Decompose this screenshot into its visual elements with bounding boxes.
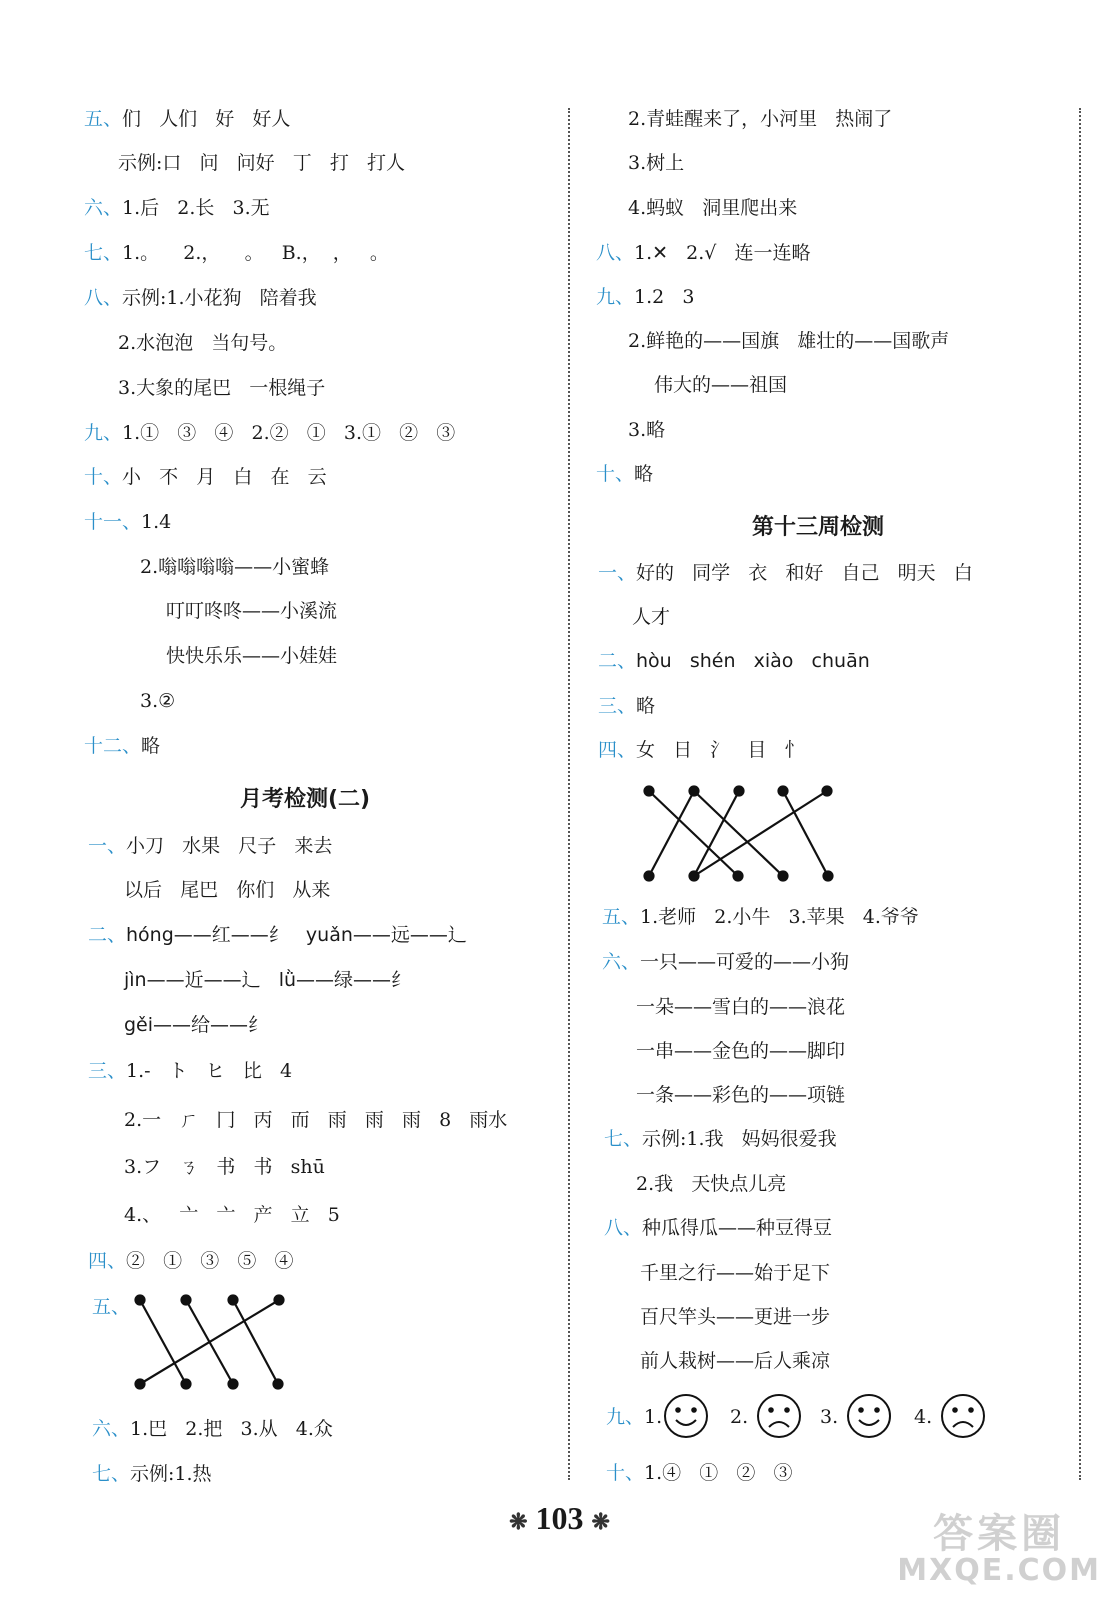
answer-line <box>604 1126 837 1152</box>
answer-line <box>632 604 670 630</box>
answer-text: ② ① ③ ⑤ ④ <box>126 1250 294 1272</box>
answer-text: 2.我 天快点儿亮 <box>636 1173 787 1195</box>
answer-line <box>166 643 337 669</box>
answer-line <box>92 1294 130 1320</box>
answer-line <box>84 464 327 490</box>
answer-text: 1.巴 2.把 3.从 4.众 <box>130 1418 333 1440</box>
answer-line <box>84 733 160 759</box>
answer-line <box>640 1304 830 1330</box>
answer-text: 快快乐乐——小娃娃 <box>166 645 338 667</box>
answer-text: 叮叮咚咚——小溪流 <box>166 600 338 622</box>
answer-line <box>606 1460 793 1486</box>
item-number: 七、 <box>84 242 123 264</box>
frown-icon <box>942 1395 984 1437</box>
answer-text: 1.。 2.， 。 B.， ， 。 <box>122 242 389 264</box>
answer-line <box>598 648 870 674</box>
answer-line <box>84 106 290 132</box>
item-number: 四、 <box>598 739 637 761</box>
answer-text: 1.4 <box>141 511 172 533</box>
item-number: 一、 <box>88 835 127 857</box>
answer-line <box>730 1404 748 1430</box>
item-number: 九、 <box>606 1406 645 1428</box>
watermark <box>897 1510 1101 1588</box>
answer-text: 2.嗡嗡嗡嗡——小蜜蜂 <box>140 556 330 578</box>
answer-text: 示例:1.我 妈妈很爱我 <box>642 1128 837 1150</box>
section-heading: 第十三周检测 <box>752 515 885 540</box>
answer-text: 百尺竿头——更进一步 <box>640 1306 831 1328</box>
answer-line <box>598 737 804 763</box>
answer-line <box>636 994 845 1020</box>
answer-line <box>628 417 665 443</box>
answer-line <box>628 195 797 221</box>
column-divider-left <box>568 108 570 1480</box>
answer-text: 女 日 氵 目 忄 <box>636 739 804 761</box>
answer-line <box>118 330 287 356</box>
answer-line <box>602 904 919 930</box>
item-number: 九、 <box>84 422 123 444</box>
answer-line <box>88 833 332 859</box>
answer-text: 1.- ト ヒ 比 4 <box>126 1060 293 1082</box>
item-number: 六、 <box>84 197 123 219</box>
item-number: 五、 <box>84 108 123 130</box>
answer-line <box>92 1416 333 1442</box>
column-divider-right <box>1079 108 1081 1480</box>
answer-text: 1.后 2.长 3.无 <box>122 197 270 219</box>
answer-text: 一只——可爱的——小狗 <box>640 951 850 973</box>
answer-text: 以后 尾巴 你们 从来 <box>124 879 331 901</box>
item-number: 七、 <box>604 1128 643 1150</box>
answer-text: 略 <box>141 735 161 757</box>
answer-text: 略 <box>636 695 656 717</box>
answer-text: 3. <box>820 1406 839 1428</box>
answer-text: 2.一 ㄏ 冂 丙 而 雨 雨 雨 8 雨水 <box>124 1109 508 1131</box>
answer-text: hóng——红——纟 yuǎn——远——辶 <box>126 924 467 946</box>
section-heading: 月考检测(二) <box>240 787 371 812</box>
answer-line <box>606 1404 662 1430</box>
answer-line <box>140 554 329 580</box>
answer-line <box>84 285 317 311</box>
answer-line <box>640 1348 830 1374</box>
answer-text: 们 人们 好 好人 <box>122 108 291 130</box>
answer-line <box>654 372 787 398</box>
answer-text: 小 不 月 白 在 云 <box>122 466 327 488</box>
answer-line <box>596 461 653 487</box>
item-number: 六、 <box>92 1418 131 1440</box>
answer-text: 1.老师 2.小牛 3.苹果 4.爷爷 <box>640 906 919 928</box>
answer-text: 1.✕ 2.√ 连一连略 <box>634 242 811 264</box>
answer-line <box>84 240 389 266</box>
answer-text: 一条——彩色的——项链 <box>636 1084 846 1106</box>
bug-icon: ❋ <box>591 1508 610 1534</box>
answer-text: 3.树上 <box>628 152 685 174</box>
answer-line <box>636 1038 845 1064</box>
answer-line <box>124 877 330 903</box>
answer-line <box>598 693 655 719</box>
item-number: 十、 <box>84 466 123 488</box>
answer-text: 伟大的——祖国 <box>654 374 788 396</box>
answer-text: 2.水泡泡 当句号。 <box>118 332 288 354</box>
item-number: 九、 <box>596 286 635 308</box>
smile-icon <box>848 1395 890 1437</box>
answer-line <box>628 328 949 354</box>
answer-text: 4.、 亠 亠 产 立 5 <box>124 1204 340 1226</box>
answer-text: 2.青蛙醒来了，小河里 热闹了 <box>628 108 893 130</box>
answer-text: 4. <box>914 1406 933 1428</box>
answer-text: 3.大象的尾巴 一根绳子 <box>118 377 326 399</box>
answer-text: 2.鲜艳的——国旗 雄壮的——国歌声 <box>628 330 950 352</box>
answer-text: 1. <box>644 1406 663 1428</box>
answer-line <box>604 1215 832 1241</box>
item-number: 五、 <box>602 906 641 928</box>
bug-icon: ❋ <box>509 1508 528 1534</box>
smile-icon <box>665 1395 707 1437</box>
answer-text: hòu shén xiào chuān <box>636 650 870 672</box>
page-number-text: 103 <box>535 1500 584 1536</box>
answer-text: 小刀 水果 尺子 来去 <box>126 835 333 857</box>
answer-line <box>140 688 175 714</box>
answer-text: 1.④ ① ② ③ <box>644 1462 793 1484</box>
item-number: 七、 <box>92 1463 131 1485</box>
answer-text: 种瓜得瓜——种豆得豆 <box>642 1217 833 1239</box>
answer-line <box>118 375 325 401</box>
answer-text: 一朵——雪白的——浪花 <box>636 996 846 1018</box>
answer-text: 3.フ ㄋ 书 书 shū <box>124 1156 325 1178</box>
frown-icon <box>758 1395 800 1437</box>
answer-line <box>820 1404 838 1430</box>
item-number: 四、 <box>88 1250 127 1272</box>
item-number: 十、 <box>606 1462 645 1484</box>
item-number: 八、 <box>604 1217 643 1239</box>
watermark-title: 答案圈 <box>933 1510 1066 1557</box>
answer-line <box>596 284 694 310</box>
answer-text: 人才 <box>632 606 671 628</box>
answer-line <box>596 240 811 266</box>
answer-line <box>118 150 405 176</box>
answer-line <box>124 1012 267 1038</box>
answer-text: gěi——给——纟 <box>124 1014 268 1036</box>
item-number: 八、 <box>84 287 123 309</box>
answer-text: 1.2 3 <box>634 286 695 308</box>
item-number: 一、 <box>598 562 637 584</box>
answer-text: 1.① ③ ④ 2.② ① 3.① ② ③ <box>122 422 456 444</box>
answer-text: 示例:1.小花狗 陪着我 <box>122 287 317 309</box>
answer-text: 2. <box>730 1406 749 1428</box>
answer-line <box>640 1260 830 1286</box>
item-number: 八、 <box>596 242 635 264</box>
answer-line <box>84 509 171 535</box>
answer-line <box>88 922 467 948</box>
item-number: 三、 <box>88 1060 127 1082</box>
answer-line <box>636 1171 786 1197</box>
item-number: 十二、 <box>84 735 142 757</box>
answer-line <box>914 1404 932 1430</box>
answer-text: 4.蚂蚁 洞里爬出来 <box>628 197 798 219</box>
answer-line <box>628 150 684 176</box>
answer-line <box>88 1248 294 1274</box>
answer-text: jìn——近——辶 lǜ——绿——纟 <box>124 969 411 991</box>
answer-text: 略 <box>634 463 654 485</box>
answer-line <box>636 1082 845 1108</box>
item-number: 十、 <box>596 463 635 485</box>
answer-line <box>602 949 849 975</box>
answer-text: 一串——金色的——脚印 <box>636 1040 846 1062</box>
answer-line <box>124 1154 325 1180</box>
item-number: 六、 <box>602 951 641 973</box>
answer-line <box>92 1461 212 1487</box>
answer-line <box>124 967 410 993</box>
answer-line <box>628 106 892 132</box>
answer-line <box>598 560 973 586</box>
answer-line <box>124 1107 507 1133</box>
item-number: 十一、 <box>84 511 142 533</box>
item-number: 三、 <box>598 695 637 717</box>
answer-line <box>84 195 270 221</box>
answer-text: 3.② <box>140 690 176 712</box>
item-number: 五、 <box>92 1296 131 1318</box>
answer-line <box>84 420 455 446</box>
answer-line <box>124 1202 340 1228</box>
answer-text: 3.略 <box>628 419 666 441</box>
answer-text: 前人栽树——后人乘凉 <box>640 1350 831 1372</box>
answer-text: 好的 同学 衣 和好 自己 明天 白 <box>636 562 973 584</box>
answer-text: 示例:口 问 问好 丁 打 打人 <box>118 152 405 174</box>
answer-text: 示例:1.热 <box>130 1463 212 1485</box>
item-number: 二、 <box>598 650 637 672</box>
answer-line <box>88 1058 292 1084</box>
answer-line <box>166 598 337 624</box>
watermark-url: MXQE.COM <box>897 1552 1101 1588</box>
item-number: 二、 <box>88 924 127 946</box>
answer-text: 千里之行——始于足下 <box>640 1262 831 1284</box>
